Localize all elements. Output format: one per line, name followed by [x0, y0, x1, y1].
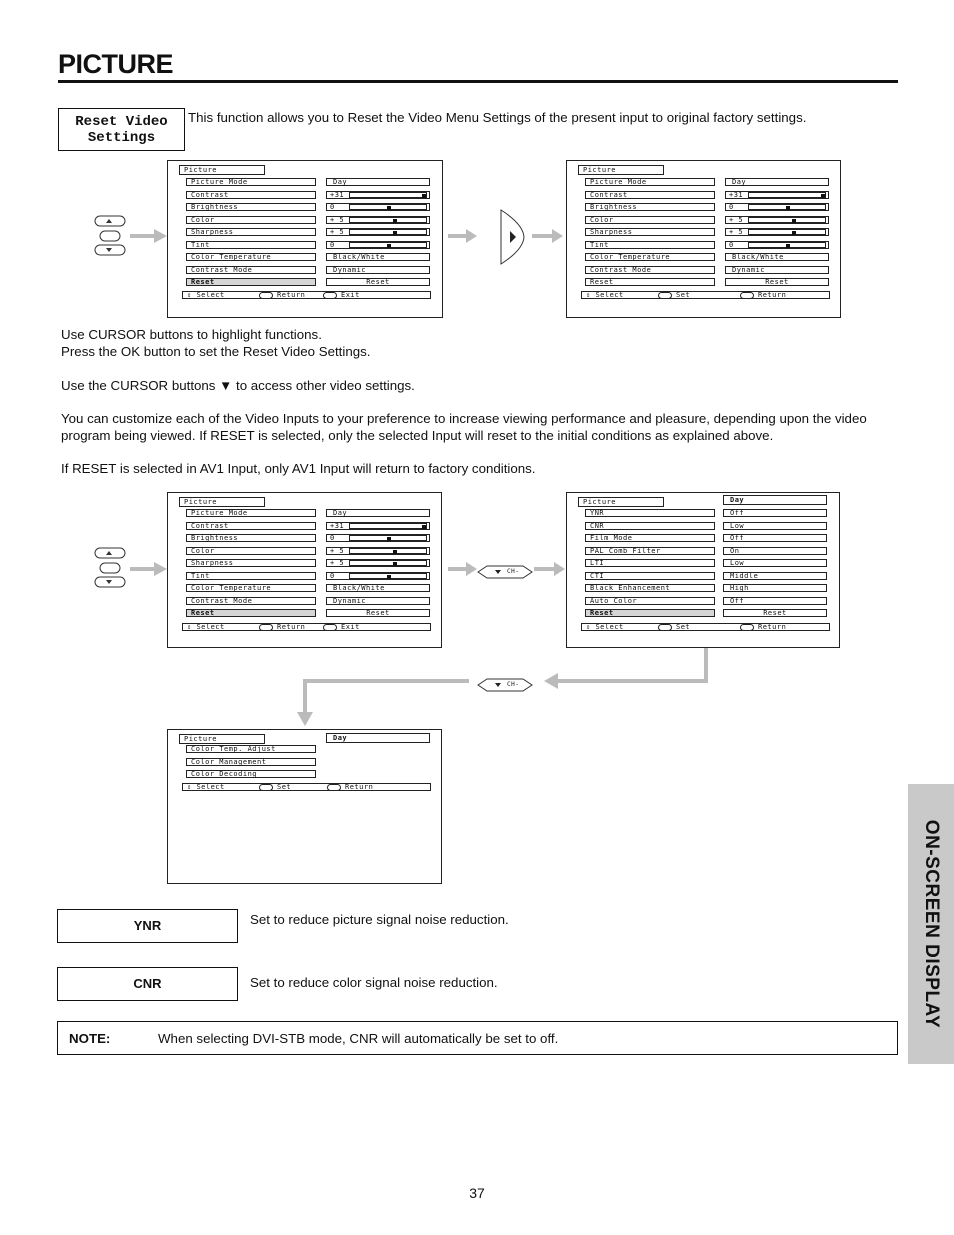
menu-value-box: [725, 278, 829, 286]
menu-item-row: [186, 584, 316, 592]
note-text: When selecting DVI-STB mode, CNR will automatically be set to off.: [158, 1031, 559, 1046]
menu-value: Dynamic: [333, 265, 367, 274]
slider-bar: [349, 523, 427, 529]
menu-value-box: [326, 241, 430, 249]
menu-item-row: [585, 547, 715, 555]
cnr-description: Set to reduce color signal noise reduction.: [250, 975, 498, 990]
menu-value-box: [326, 278, 430, 286]
menu-value: Black/White: [333, 253, 385, 261]
menu-title: Picture: [184, 166, 218, 174]
menu-footer: [581, 291, 830, 299]
footer-button-icon: [658, 292, 672, 299]
menu-item-row: [186, 178, 316, 186]
cnr-label: CNR: [133, 976, 162, 991]
slider-bar: [748, 242, 826, 248]
menu-value: 0: [729, 203, 734, 211]
slider-knob: [786, 244, 790, 248]
menu-value: 0: [729, 240, 734, 249]
arrow-right-icon: [532, 228, 564, 244]
slider-knob: [792, 219, 796, 223]
picture-menu-2: [566, 160, 841, 318]
menu-item-label: Film Mode: [590, 534, 633, 542]
footer-button-icon: [323, 292, 337, 299]
menu-item-row: [186, 572, 316, 580]
footer-hint-text: Set: [676, 623, 691, 631]
slider-bar: [349, 242, 427, 248]
slider-bar: [349, 548, 427, 554]
slider-knob: [393, 231, 397, 235]
slider-knob: [422, 525, 426, 529]
slider-bar: [748, 192, 826, 198]
footer-select-text: Select: [196, 291, 225, 299]
menu-value-box: [723, 609, 827, 617]
menu-item-row: [585, 241, 715, 249]
menu-item-label: Black Enhancement: [590, 584, 671, 592]
menu-value-box: [326, 572, 430, 580]
menu-item-label: Reset: [590, 278, 614, 286]
slider-bar: [349, 192, 427, 198]
footer-button-icon: [259, 624, 273, 631]
menu-item-row: [585, 228, 715, 236]
menu-value-box: [725, 203, 829, 211]
menu-value-box: [723, 597, 827, 605]
menu-value-box: [725, 241, 829, 249]
footer-hint-text: Return: [758, 623, 787, 631]
menu-value: Off: [730, 534, 745, 542]
menu-title-box: [179, 734, 265, 744]
menu-item-row: [585, 178, 715, 186]
picture-menu-3: [167, 492, 442, 648]
page-title: PICTURE: [58, 49, 174, 79]
menu-item-label: Color Temperature: [590, 253, 671, 261]
footer-hint-text: Set: [277, 783, 292, 791]
footer-select-hint: ⇕ Select: [187, 291, 225, 299]
menu-item-label: Contrast: [191, 190, 229, 199]
ch-minus-button: [477, 565, 533, 579]
menu-item-row: [186, 253, 316, 261]
cursor-right-button-icon: [497, 208, 527, 266]
slider-knob: [393, 219, 397, 223]
menu-item-label: Color Temperature: [191, 584, 272, 592]
menu-value-box: [326, 191, 430, 199]
menu-value: Day: [333, 178, 348, 186]
slider-knob: [821, 194, 825, 198]
menu-item-row: [585, 253, 715, 261]
footer-hint-text: Return: [758, 291, 787, 299]
menu-title: Picture: [184, 735, 218, 743]
menu-item-label: Sharpness: [191, 559, 234, 567]
slider-knob: [393, 550, 397, 554]
menu-item-label: Color Management: [191, 757, 267, 766]
menu-item-label: Sharpness: [590, 228, 633, 236]
footer-select-hint: ⇕ Select: [187, 783, 225, 791]
instruction-line-2: Press the OK button to set the Reset Video Settings.: [61, 344, 371, 359]
remote-cursor-icon: [94, 546, 126, 590]
arrow-right-icon: [448, 228, 478, 244]
menu-item-row: [186, 509, 316, 517]
menu-value-box: [725, 216, 829, 224]
menu-item-label: Color: [191, 215, 215, 224]
menu-item-row: [186, 534, 316, 542]
menu-item-row: [186, 522, 316, 530]
menu-item-label: Tint: [191, 571, 210, 580]
menu-item-row: [585, 266, 715, 274]
menu-value: Black/White: [333, 584, 385, 592]
menu-value-box: [725, 253, 829, 261]
menu-item-row: [186, 216, 316, 224]
menu-item-label: YNR: [590, 509, 605, 517]
menu-value: Reset: [366, 609, 390, 617]
page-number: 37: [469, 1185, 485, 1201]
slider-bar: [349, 560, 427, 566]
menu-item-row: [186, 241, 316, 249]
footer-button-icon: [740, 624, 754, 631]
title-rule: [58, 80, 898, 83]
ch-minus-button-icon: [477, 565, 533, 579]
menu-item-label: Brightness: [191, 534, 239, 542]
arrow-right-icon: [534, 561, 566, 577]
menu-item-label: Reset: [191, 278, 215, 286]
menu-item-row: [585, 203, 715, 211]
menu-item-label: Tint: [191, 240, 210, 249]
footer-select-hint: ⇕ Select: [586, 623, 624, 631]
connector-line: [303, 679, 307, 715]
side-tab-label: ON-SCREEN DISPLAY: [921, 819, 942, 1029]
remote-buttons-2: [94, 546, 126, 590]
slider-bar: [748, 229, 826, 235]
menu-item-row: [186, 547, 316, 555]
menu-value-box: [723, 534, 827, 542]
remote-buttons-1: [94, 214, 126, 258]
menu-value-box: [326, 584, 430, 592]
menu-mode: Day: [730, 496, 745, 504]
menu-item-label: Picture Mode: [590, 178, 647, 186]
menu-mode: Day: [333, 734, 348, 742]
footer-button-icon: [323, 624, 337, 631]
footer-select-text: Select: [196, 623, 225, 631]
menu-item-label: Contrast: [590, 190, 628, 199]
menu-item-row: [186, 228, 316, 236]
reset-description: This function allows you to Reset the Video Menu Settings of the present input to original factory settings.: [188, 110, 807, 125]
menu-value: + 5: [729, 215, 744, 224]
slider-bar: [349, 217, 427, 223]
menu-item-label: Contrast: [191, 521, 229, 530]
menu-value-box: [725, 266, 829, 274]
menu-value-box: [725, 228, 829, 236]
menu-item-row: [186, 770, 316, 778]
slider-knob: [786, 206, 790, 210]
menu-mode-box: [723, 495, 827, 505]
menu-value: 0: [330, 240, 335, 249]
menu-value-box: [725, 191, 829, 199]
menu-value-box: [326, 597, 430, 605]
arrow-right-icon: [130, 228, 168, 244]
menu-item-label: Reset: [590, 609, 614, 617]
menu-item-label: Picture Mode: [191, 509, 248, 517]
footer-select-text: Select: [595, 291, 624, 299]
menu-value-box: [326, 178, 430, 186]
slider-knob: [422, 194, 426, 198]
footer-hint-text: Return: [345, 783, 374, 791]
ch-minus-button-icon: [477, 678, 533, 692]
footer-hint-text: Return: [277, 291, 306, 299]
menu-item-row: [585, 597, 715, 605]
footer-hint-text: Exit: [341, 291, 360, 299]
menu-item-row: [186, 745, 316, 753]
menu-value: On: [730, 546, 740, 555]
slider-bar: [349, 573, 427, 579]
menu-value: Reset: [366, 278, 390, 286]
slider-knob: [393, 562, 397, 566]
menu-item-label: Sharpness: [191, 228, 234, 236]
menu-value-box: [326, 547, 430, 555]
section-side-tab: [908, 784, 954, 1064]
menu-footer: [182, 623, 431, 631]
menu-item-label: Contrast Mode: [590, 265, 652, 274]
arrow-down-icon: [297, 712, 313, 728]
menu-value: +31: [330, 521, 345, 530]
menu-item-row: [585, 584, 715, 592]
connector-line: [704, 648, 708, 683]
menu-value-box: [723, 584, 827, 592]
menu-footer: [581, 623, 830, 631]
instruction-paragraph-5: If RESET is selected in AV1 Input, only AV1 Input will return to factory conditions.: [61, 461, 536, 476]
menu-item-label: Picture Mode: [191, 178, 248, 186]
menu-item-row: [585, 509, 715, 517]
menu-value-box: [326, 509, 430, 517]
footer-hint-text: Exit: [341, 623, 360, 631]
menu-value: Reset: [765, 278, 789, 286]
footer-select-hint: ⇕ Select: [187, 623, 225, 631]
menu-item-row: [585, 191, 715, 199]
menu-item-label: Color Temp. Adjust: [191, 745, 276, 753]
menu-value: 0: [330, 203, 335, 211]
menu-mode-box: [326, 733, 430, 743]
ch-minus-label: CH-: [507, 568, 520, 575]
footer-button-icon: [259, 292, 273, 299]
menu-item-label: Contrast Mode: [191, 265, 253, 274]
menu-value-box: [723, 572, 827, 580]
remote-cursor-icon: [94, 214, 126, 258]
menu-item-row: [186, 266, 316, 274]
menu-footer: [182, 783, 431, 791]
menu-value: Dynamic: [732, 265, 766, 274]
slider-knob: [387, 206, 391, 210]
menu-value: Off: [730, 509, 745, 517]
picture-menu-4: [566, 492, 840, 648]
picture-menu-5: [167, 729, 442, 884]
menu-item-row: [585, 534, 715, 542]
menu-value: Low: [730, 521, 745, 530]
footer-button-icon: [658, 624, 672, 631]
menu-value-box: [326, 534, 430, 542]
slider-bar: [349, 229, 427, 235]
slider-bar: [349, 535, 427, 541]
menu-value: + 5: [729, 228, 744, 236]
note-label: NOTE:: [69, 1031, 111, 1046]
menu-item-label: Color: [191, 546, 215, 555]
menu-value: Black/White: [732, 253, 784, 261]
menu-value: + 5: [330, 228, 345, 236]
arrow-left-icon: [543, 673, 559, 689]
menu-value: + 5: [330, 215, 345, 224]
menu-item-row: [585, 216, 715, 224]
picture-menu-1: [167, 160, 443, 318]
ch-minus-button: [477, 678, 533, 692]
menu-value: + 5: [330, 546, 345, 555]
menu-value-box: [326, 253, 430, 261]
slider-knob: [387, 537, 391, 541]
footer-button-icon: [740, 292, 754, 299]
menu-item-row: [585, 572, 715, 580]
menu-value-box: [326, 609, 430, 617]
footer-select-text: Select: [595, 623, 624, 631]
menu-item-label: Brightness: [590, 203, 638, 211]
ynr-description: Set to reduce picture signal noise reduction.: [250, 912, 509, 927]
menu-item-row: [585, 278, 715, 286]
menu-title-box: [578, 165, 664, 175]
menu-value-box: [326, 228, 430, 236]
instruction-line-1: Use CURSOR buttons to highlight functions.: [61, 327, 322, 342]
footer-hint-text: Set: [676, 291, 691, 299]
menu-value-box: [326, 266, 430, 274]
slider-knob: [387, 244, 391, 248]
menu-value: + 5: [330, 559, 345, 567]
ch-minus-label: CH-: [507, 681, 520, 688]
menu-title: Picture: [583, 166, 617, 174]
footer-select-text: Select: [196, 783, 225, 791]
menu-item-row: [186, 597, 316, 605]
menu-item-row: [585, 609, 715, 617]
menu-item-row: [186, 758, 316, 766]
footer-select-hint: ⇕ Select: [586, 291, 624, 299]
menu-item-row: [585, 522, 715, 530]
menu-item-label: Auto Color: [590, 596, 638, 605]
menu-item-label: Reset: [191, 609, 215, 617]
menu-value-box: [723, 559, 827, 567]
menu-value-box: [725, 178, 829, 186]
menu-value: Middle: [730, 571, 759, 580]
menu-title-box: [179, 165, 265, 175]
menu-item-label: Color Temperature: [191, 253, 272, 261]
menu-item-label: LTI: [590, 559, 605, 567]
note-box: [57, 1021, 898, 1055]
menu-value-box: [326, 522, 430, 530]
menu-item-label: CTI: [590, 571, 605, 580]
menu-value: +31: [330, 190, 345, 199]
menu-item-label: Tint: [590, 240, 609, 249]
menu-title: Picture: [184, 498, 218, 506]
menu-item-row: [186, 278, 316, 286]
slider-bar: [349, 204, 427, 210]
connector-line: [556, 679, 708, 683]
menu-value: Off: [730, 596, 745, 605]
connector-line: [303, 679, 469, 683]
menu-item-label: Color Decoding: [191, 770, 258, 778]
slider-bar: [748, 217, 826, 223]
footer-button-icon: [327, 784, 341, 791]
menu-item-label: Color: [590, 215, 614, 224]
menu-item-label: PAL Comb Filter: [590, 546, 661, 555]
reset-label-text: Reset Video Settings: [75, 114, 168, 146]
menu-item-row: [186, 609, 316, 617]
arrow-right-icon: [448, 561, 478, 577]
menu-value: Day: [333, 509, 348, 517]
menu-item-label: Contrast Mode: [191, 596, 253, 605]
menu-item-label: CNR: [590, 521, 605, 530]
menu-title-box: [179, 497, 265, 507]
menu-item-row: [585, 559, 715, 567]
menu-item-row: [186, 559, 316, 567]
menu-item-row: [186, 203, 316, 211]
menu-item-row: [186, 191, 316, 199]
footer-hint-text: Return: [277, 623, 306, 631]
menu-value-box: [723, 509, 827, 517]
menu-title-box: [578, 497, 664, 507]
menu-value: High: [730, 584, 749, 592]
menu-value-box: [723, 547, 827, 555]
cnr-label-box: [57, 967, 238, 1001]
ynr-label-box: [57, 909, 238, 943]
menu-value: +31: [729, 190, 744, 199]
slider-knob: [387, 575, 391, 579]
menu-value: 0: [330, 534, 335, 542]
arrow-right-icon: [130, 561, 168, 577]
menu-title: Picture: [583, 498, 617, 506]
instructions-block: [61, 326, 901, 477]
menu-value: Day: [732, 178, 747, 186]
slider-knob: [792, 231, 796, 235]
menu-footer: [182, 291, 431, 299]
menu-value-box: [723, 522, 827, 530]
footer-button-icon: [259, 784, 273, 791]
menu-value: Reset: [763, 609, 787, 617]
slider-bar: [748, 204, 826, 210]
menu-value-box: [326, 216, 430, 224]
instruction-line-3: Use the CURSOR buttons ▼ to access other video settings.: [61, 378, 415, 393]
menu-value-box: [326, 559, 430, 567]
menu-item-label: Brightness: [191, 203, 239, 211]
menu-value-box: [326, 203, 430, 211]
menu-value: Dynamic: [333, 596, 367, 605]
reset-video-settings-label: [58, 108, 185, 151]
instruction-paragraph-4: You can customize each of the Video Inputs to your preference to increase viewing performance and pleasure, depending upon the video program being viewed. If RESET is selected, only the selected Input will reset to the initial conditions as explained above.: [61, 411, 867, 443]
menu-value: 0: [330, 571, 335, 580]
menu-value: Low: [730, 559, 745, 567]
ynr-label: YNR: [133, 918, 162, 933]
